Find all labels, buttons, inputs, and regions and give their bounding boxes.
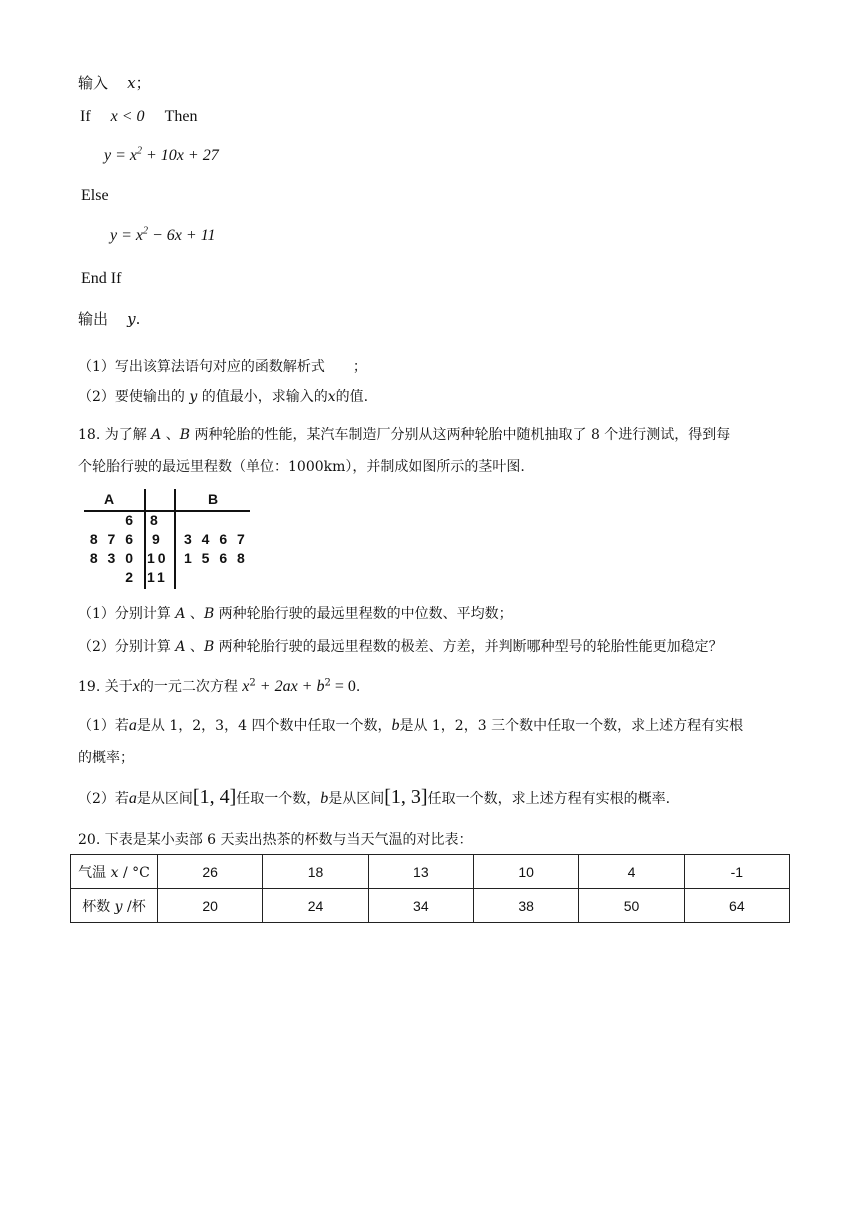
q19-part2-a: （2）若 [78, 791, 129, 807]
stem-row-a: 6 [125, 512, 136, 528]
then-keyword: Then [164, 108, 198, 125]
q19-part1-a: （1）若 [78, 718, 129, 734]
q18-part2 [78, 637, 723, 657]
table-cell: 50 [579, 889, 684, 923]
assign-2-lhs: y = x [110, 227, 143, 244]
q18-part1-A: A [175, 606, 186, 622]
program-if-line [80, 107, 197, 127]
q19-part1-cont [78, 748, 134, 768]
input-keyword: 输入 [78, 74, 109, 92]
q18-A: A [151, 427, 162, 443]
q18-line2 [78, 457, 525, 477]
stem-left-rule [144, 489, 146, 589]
table-row-cups [71, 889, 790, 923]
row-label-cups [71, 889, 158, 923]
q19-var-a: a [128, 717, 137, 734]
q19-eq-a: x [242, 678, 250, 695]
stem-row-a: 8 7 6 [89, 531, 136, 547]
input-variable: x [127, 74, 136, 92]
table-cell: 38 [473, 889, 578, 923]
stem-row-a: 8 3 0 [89, 550, 136, 566]
q20-line1-text: 20. 下表是某小卖部 6 天卖出热茶的杯数与当天气温的对比表： [78, 832, 473, 848]
q18-part1-b: 两种轮胎行驶的最远里程数的中位数、平均数； [214, 606, 513, 622]
q19-part1 [78, 716, 743, 736]
q17-part2-b: 的值最小，求输入的 [197, 389, 328, 405]
if-keyword: If [80, 108, 91, 125]
table-cell: 64 [684, 889, 789, 923]
q19-part2-d: 是从区间 [328, 791, 385, 807]
q19-part2 [78, 787, 670, 809]
stem-row-stem: 8 [150, 512, 161, 528]
stem-row-b: 3 4 6 7 [184, 531, 248, 547]
stem-row-stem: 9 [152, 531, 163, 547]
q19-part2-var-b: b [320, 790, 329, 807]
temperature-cups-table [70, 854, 790, 923]
stem-header-b: B [208, 491, 222, 507]
cups-label-b: /杯 [122, 898, 146, 915]
q17-part1 [78, 357, 367, 377]
program-else-line [81, 186, 109, 206]
q19-part2-e: 任取一个数，求上述方程有实根的概率. [427, 791, 671, 807]
q18-part1-a: （1）分别计算 [78, 606, 176, 622]
table-cell: 13 [368, 855, 473, 889]
q19-end: . [355, 679, 361, 695]
table-cell: 34 [368, 889, 473, 923]
program-assign-1: $y = x^2 + 10x + 27$ [104, 145, 219, 164]
q18-part2-b: 两种轮胎行驶的最远里程数的极差、方差，并判断哪种型号的轮胎性能更加稳定？ [214, 639, 723, 655]
q18-sep: 、 [161, 427, 180, 443]
stem-row-b: 1 5 6 8 [184, 550, 248, 566]
q19-eq-b: + 2ax + b [255, 678, 325, 695]
q19-eq-c: = 0 [330, 678, 356, 695]
assign-1-rhs: + 10x + 27 [142, 147, 219, 164]
stem-right-rule [174, 489, 176, 589]
q19-part1-d: 的概率； [78, 750, 134, 766]
stem-header-rule [84, 510, 250, 512]
q19-part2-b: 是从区间 [136, 791, 193, 807]
q18-line2-text: 个轮胎行驶的最远里程数（单位：1000km），并制成如图所示的茎叶图. [78, 459, 525, 475]
stem-row-stem: 10 [147, 550, 169, 566]
output-end: . [135, 310, 141, 328]
q19-var-b: b [391, 717, 400, 734]
q17-part1-text: （1）写出该算法语句对应的函数解析式 ； [78, 359, 367, 375]
temp-label-a: 气温 [78, 864, 111, 881]
q19-interval-1: [1, 4] [192, 786, 237, 808]
q18-part2-a: （2）分别计算 [78, 639, 176, 655]
q17-part2 [78, 387, 368, 407]
q19-part2-var-a: a [128, 790, 137, 807]
cups-label-a: 杯数 [82, 898, 115, 915]
temp-label-var: x [110, 864, 119, 881]
q19-line1: 19. 关于x的一元二次方程 $x^2 + 2ax + b^2 = 0$. [78, 677, 361, 695]
assign-2-rhs: − 6x + 11 [148, 227, 216, 244]
program-output-line [78, 309, 140, 329]
q19-line1-b: 的一元二次方程 [139, 679, 243, 695]
program-input-line [78, 73, 151, 93]
q18-part1-sep: 、 [185, 606, 204, 622]
if-condition: x < 0 [110, 108, 145, 125]
q17-part2-a: （2）要使输出的 [78, 389, 190, 405]
assign-1-lhs: y = x [104, 147, 137, 164]
table-row-temperature [71, 855, 790, 889]
output-keyword: 输出 [78, 310, 109, 328]
q19-interval-2: [1, 3] [384, 786, 428, 808]
temp-label-b: / °C [118, 864, 150, 881]
q18-line1-a: 18. 为了解 [78, 427, 152, 443]
q17-part2-y: y [189, 389, 198, 405]
table-cell: 18 [263, 855, 368, 889]
input-end: ； [135, 74, 151, 92]
table-cell: 26 [158, 855, 263, 889]
output-variable: y [127, 310, 136, 328]
stem-row-stem: 11 [147, 569, 168, 585]
q18-part2-sep: 、 [185, 639, 204, 655]
q19-part1-b: 是从 1，2，3，4 四个数中任取一个数， [136, 718, 392, 734]
table-cell: 20 [158, 889, 263, 923]
q20-line1 [78, 830, 473, 850]
else-keyword: Else [81, 187, 109, 204]
table-cell: 10 [473, 855, 578, 889]
q19-part1-c: 是从 1，2，3 三个数中任取一个数，求上述方程有实根 [399, 718, 744, 734]
q18-B: B [179, 427, 191, 443]
q17-part2-c: 的值. [335, 389, 369, 405]
stem-row-a: 2 [125, 569, 136, 585]
q18-line1 [78, 425, 730, 445]
table-cell: 4 [579, 855, 684, 889]
q18-part1 [78, 604, 513, 624]
q18-part2-B: B [203, 639, 215, 655]
stem-header-a: A [104, 491, 118, 507]
q19-line1-a: 19. 关于 [78, 679, 133, 695]
q18-part2-A: A [175, 639, 186, 655]
q18-line1-b: 两种轮胎的性能，某汽车制造厂分别从这两种轮胎中随机抽取了 8 个进行测试，得到每 [190, 427, 731, 443]
program-assign-2: $y = x^2 - 6x + 11$ [110, 225, 216, 244]
q19-part2-c: 任取一个数， [236, 791, 321, 807]
stem-leaf-plot [84, 489, 254, 589]
row-label-temperature [71, 855, 158, 889]
program-endif-line [81, 269, 121, 289]
endif-keyword: End If [81, 270, 122, 287]
q18-part1-B: B [203, 606, 215, 622]
table-cell: -1 [684, 855, 789, 889]
table-cell: 24 [263, 889, 368, 923]
q17-part2-x: x [327, 389, 336, 405]
q19-x: x [132, 678, 140, 695]
cups-label-var: y [114, 898, 123, 915]
